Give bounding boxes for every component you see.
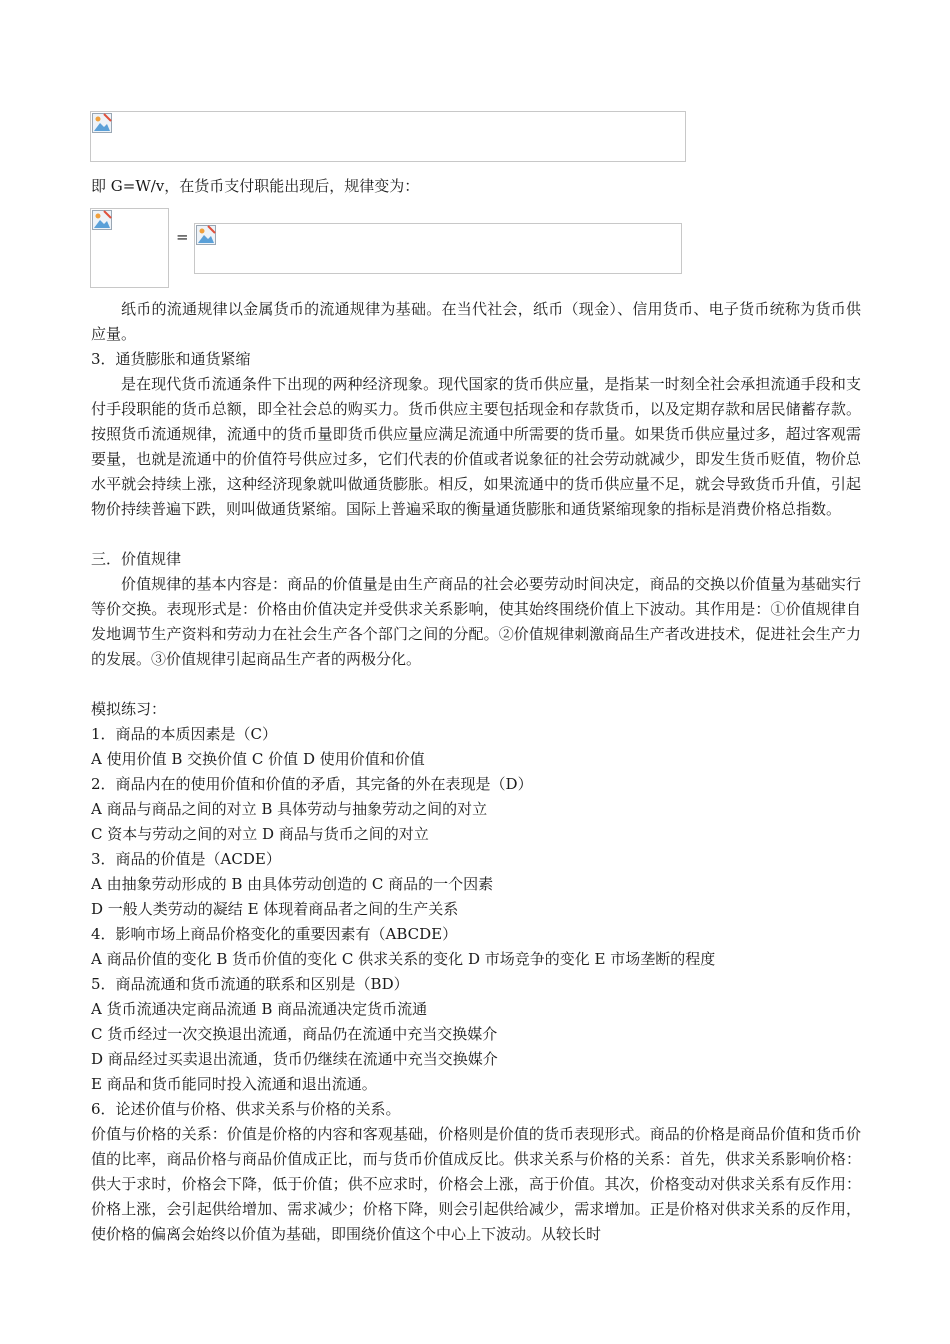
exercise-line: A 由抽象劳动形成的 B 由具体劳动创造的 C 商品的一个因素 [91,875,494,893]
exercise-line: 3．商品的价值是（ACDE） [91,850,281,868]
exercise-line: A 商品与商品之间的对立 B 具体劳动与抽象劳动之间的对立 [91,800,488,818]
exercise-line: 5．商品流通和货币流通的联系和区别是（BD） [91,975,409,993]
exercise-line: 4．影响市场上商品价格变化的重要因素有（ABCDE） [91,925,458,943]
formula-image-2 [90,208,169,288]
exercise-line: C 资本与劳动之间的对立 D 商品与货币之间的对立 [91,825,429,843]
exercise-line: C 货币经过一次交换退出流通，商品仍在流通中充当交换媒介 [91,1025,498,1043]
formula-image-3 [194,223,682,274]
exercise-line: E 商品和货币能同时投入流通和退出流通。 [91,1075,377,1093]
exercise-line: A 使用价值 B 交换价值 C 价值 D 使用价值和价值 [91,750,425,768]
exercise-line: D 商品经过买卖退出流通，货币仍继续在流通中充当交换媒介 [91,1050,498,1068]
broken-image-icon [92,210,112,230]
exercise-line: A 商品价值的变化 B 货币价值的变化 C 供求关系的变化 D 市场竞争的变化 E 市场垄断的程度 [91,950,716,968]
exercise-line: A 货币流通决定商品流通 B 商品流通决定货币流通 [91,1000,428,1018]
exercise-list [91,697,861,1122]
exercise-line: 2．商品内在的使用价值和价值的矛盾，其完备的外在表现是（D） [91,775,533,793]
exercise-line: 模拟练习： [91,700,167,718]
paragraph-value-law: 价值规律的基本内容是：商品的价值量是由生产商品的社会必要劳动时间决定，商品的交换以价值量为基础实行等价交换。表现形式是：价格由价值决定并受供求关系影响，使其始终围绕价值上下波动。其作用是：①价值规律自发地调节生产资料和劳动力在社会生产各个部门之间的分配。②价值规律刺激商品生产者改进技术，促进社会生产力的发展。③价值规律引起商品生产者的两极分化。 [91,575,861,668]
formula-text-line: 即 G=W/v，在货币支付职能出现后，规律变为： [91,177,420,195]
formula-image-1 [90,111,686,162]
broken-image-icon [196,225,216,245]
broken-image-icon [92,113,112,133]
paragraph-answer: 价值与价格的关系：价值是价格的内容和客观基础，价格则是价值的货币表现形式。商品的价格是商品价值和货币价值的比率，商品价格与商品价值成正比，而与货币价值成反比。供求关系与价格的关系：首先，供求关系影响价格：供大于求时，价格会下降，低于价值；供不应求时，价格会上涨，高于价值。其次，价格变动对供求关系有反作用：价格上涨，会引起供给增加、需求减少；价格下降，则会引起供给减少，需求增加。正是价格对供求关系的反作用，使价格的偏离会始终以价值为基础，即围绕价值这个中心上下波动。从较长时 [91,1125,861,1243]
exercise-line: 1．商品的本质因素是（C） [91,725,278,743]
heading-inflation: 3．通货膨胀和通货紧缩 [91,350,251,368]
heading-value-law: 三．价值规律 [91,550,182,568]
paragraph-paper-money: 纸币的流通规律以金属货币的流通规律为基础。在当代社会，纸币（现金）、信用货币、电子货币统称为货币供应量。 [91,300,861,343]
exercise-line: D 一般人类劳动的凝结 E 体现着商品者之间的生产关系 [91,900,459,918]
paragraph-inflation: 是在现代货币流通条件下出现的两种经济现象。现代国家的货币供应量，是指某一时刻全社会承担流通手段和支付手段职能的货币总额，即全社会总的购买力。货币供应主要包括现金和存款货币，以及定期存款和居民储蓄存款。按照货币流通规律，流通中的货币量即货币供应量应满足流通中所需要的货币量。如果货币供应量过多，超过客观需要量，也就是流通中的价值符号供应过多，它们代表的价值或者说象征的社会劳动就减少，即发生货币贬值，物价总水平就会持续上涨，这种经济现象就叫做通货膨胀。相反，如果流通中的货币供应量不足，就会导致货币升值，引起物价持续普遍下跌，则叫做通货紧缩。国际上普遍采取的衡量通货膨胀和通货紧缩现象的指标是消费价格总指数。 [91,375,861,518]
equals-sign: = [176,228,189,246]
exercise-line: 6．论述价值与价格、供求关系与价格的关系。 [91,1100,401,1118]
